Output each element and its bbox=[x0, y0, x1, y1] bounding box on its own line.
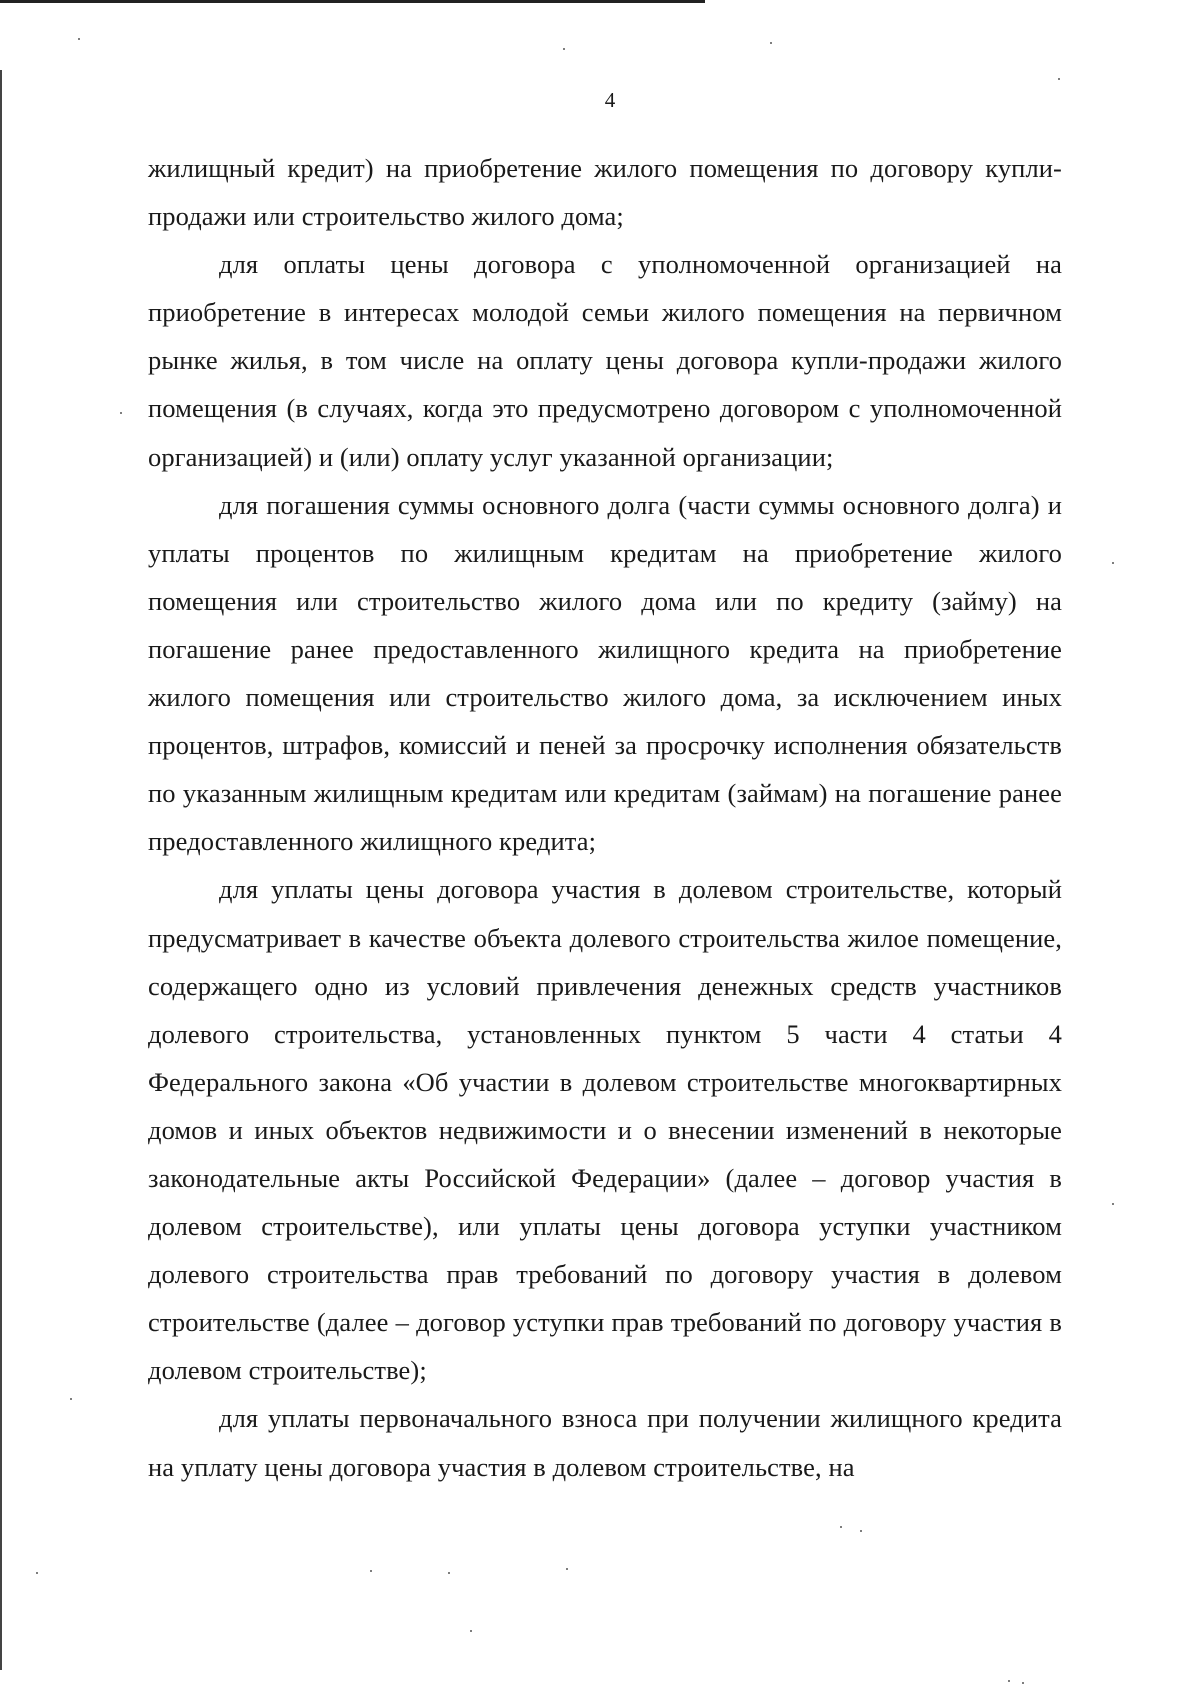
scan-speck bbox=[120, 412, 122, 414]
scan-speck bbox=[1022, 1682, 1024, 1684]
paragraph-5: для уплаты первоначального взноса при получении жилищного кредита на уплату цены договора участия в долевом строительстве, на bbox=[148, 1403, 1062, 1482]
scan-speck bbox=[840, 1526, 842, 1528]
scan-speck bbox=[1008, 1680, 1010, 1682]
scan-speck bbox=[860, 1530, 862, 1532]
scan-speck bbox=[470, 1630, 472, 1632]
scan-speck bbox=[78, 38, 80, 40]
scan-left-edge bbox=[0, 70, 2, 1670]
scan-speck bbox=[566, 1568, 568, 1570]
scan-speck bbox=[36, 1572, 38, 1574]
paragraph-3: для погашения суммы основного долга (части суммы основного долга) и уплаты процентов по жилищным кредитам на приобретение жилого помещения или строительство жилого дома или по кредиту (займу) на погашение ранее предоставленного жилищного кредита на приобретение жилого помещения или строительство жилого дома, за исключением иных процентов, штрафов, комиссий и пеней за просрочку исполнения обязательств по указанным жилищным кредитам или кредитам (займам) на погашение ранее предоставленного жилищного кредита; bbox=[148, 489, 1062, 857]
document-body bbox=[148, 144, 1062, 1491]
paragraph-1: жилищный кредит) на приобретение жилого помещения по договору купли-продажи или строительство жилого дома; bbox=[148, 153, 1062, 232]
scan-speck bbox=[448, 1572, 450, 1574]
scan-speck bbox=[1112, 562, 1114, 564]
scan-speck bbox=[70, 1398, 72, 1400]
paragraph-4: для уплаты цены договора участия в долевом строительстве, который предусматривает в качестве объекта долевого строительства жилое помещение, содержащего одно из условий привлечения денежных средств участников долевого строительства, установленных пунктом 5 части 4 статьи 4 Федерального закона «Об участии в долевом строительстве многоквартирных домов и иных объектов недвижимости и о внесении изменений в некоторые законодательные акты Российской Федерации» (далее – договор участия в долевом строительстве), или уплаты цены договора уступки участником долевого строительства прав требований по договору участия в долевом строительстве (далее – договор уступки прав требований по договору участия в долевом строительстве); bbox=[148, 874, 1062, 1386]
scan-speck bbox=[370, 1570, 372, 1572]
scan-speck bbox=[1112, 1203, 1114, 1205]
page-number: 4 bbox=[604, 88, 616, 112]
scan-top-border bbox=[0, 0, 705, 3]
scan-speck bbox=[1058, 78, 1060, 80]
paragraph-2: для оплаты цены договора с уполномоченной организацией на приобретение в интересах молодой семьи жилого помещения на первичном рынке жилья, в том числе на оплату цены договора купли-продажи жилого помещения (в случаях, когда это предусмотрено договором с уполномоченной организацией) и (или) оплату услуг указанной организации; bbox=[148, 249, 1062, 472]
scan-speck bbox=[770, 42, 772, 44]
scan-speck bbox=[563, 48, 565, 50]
